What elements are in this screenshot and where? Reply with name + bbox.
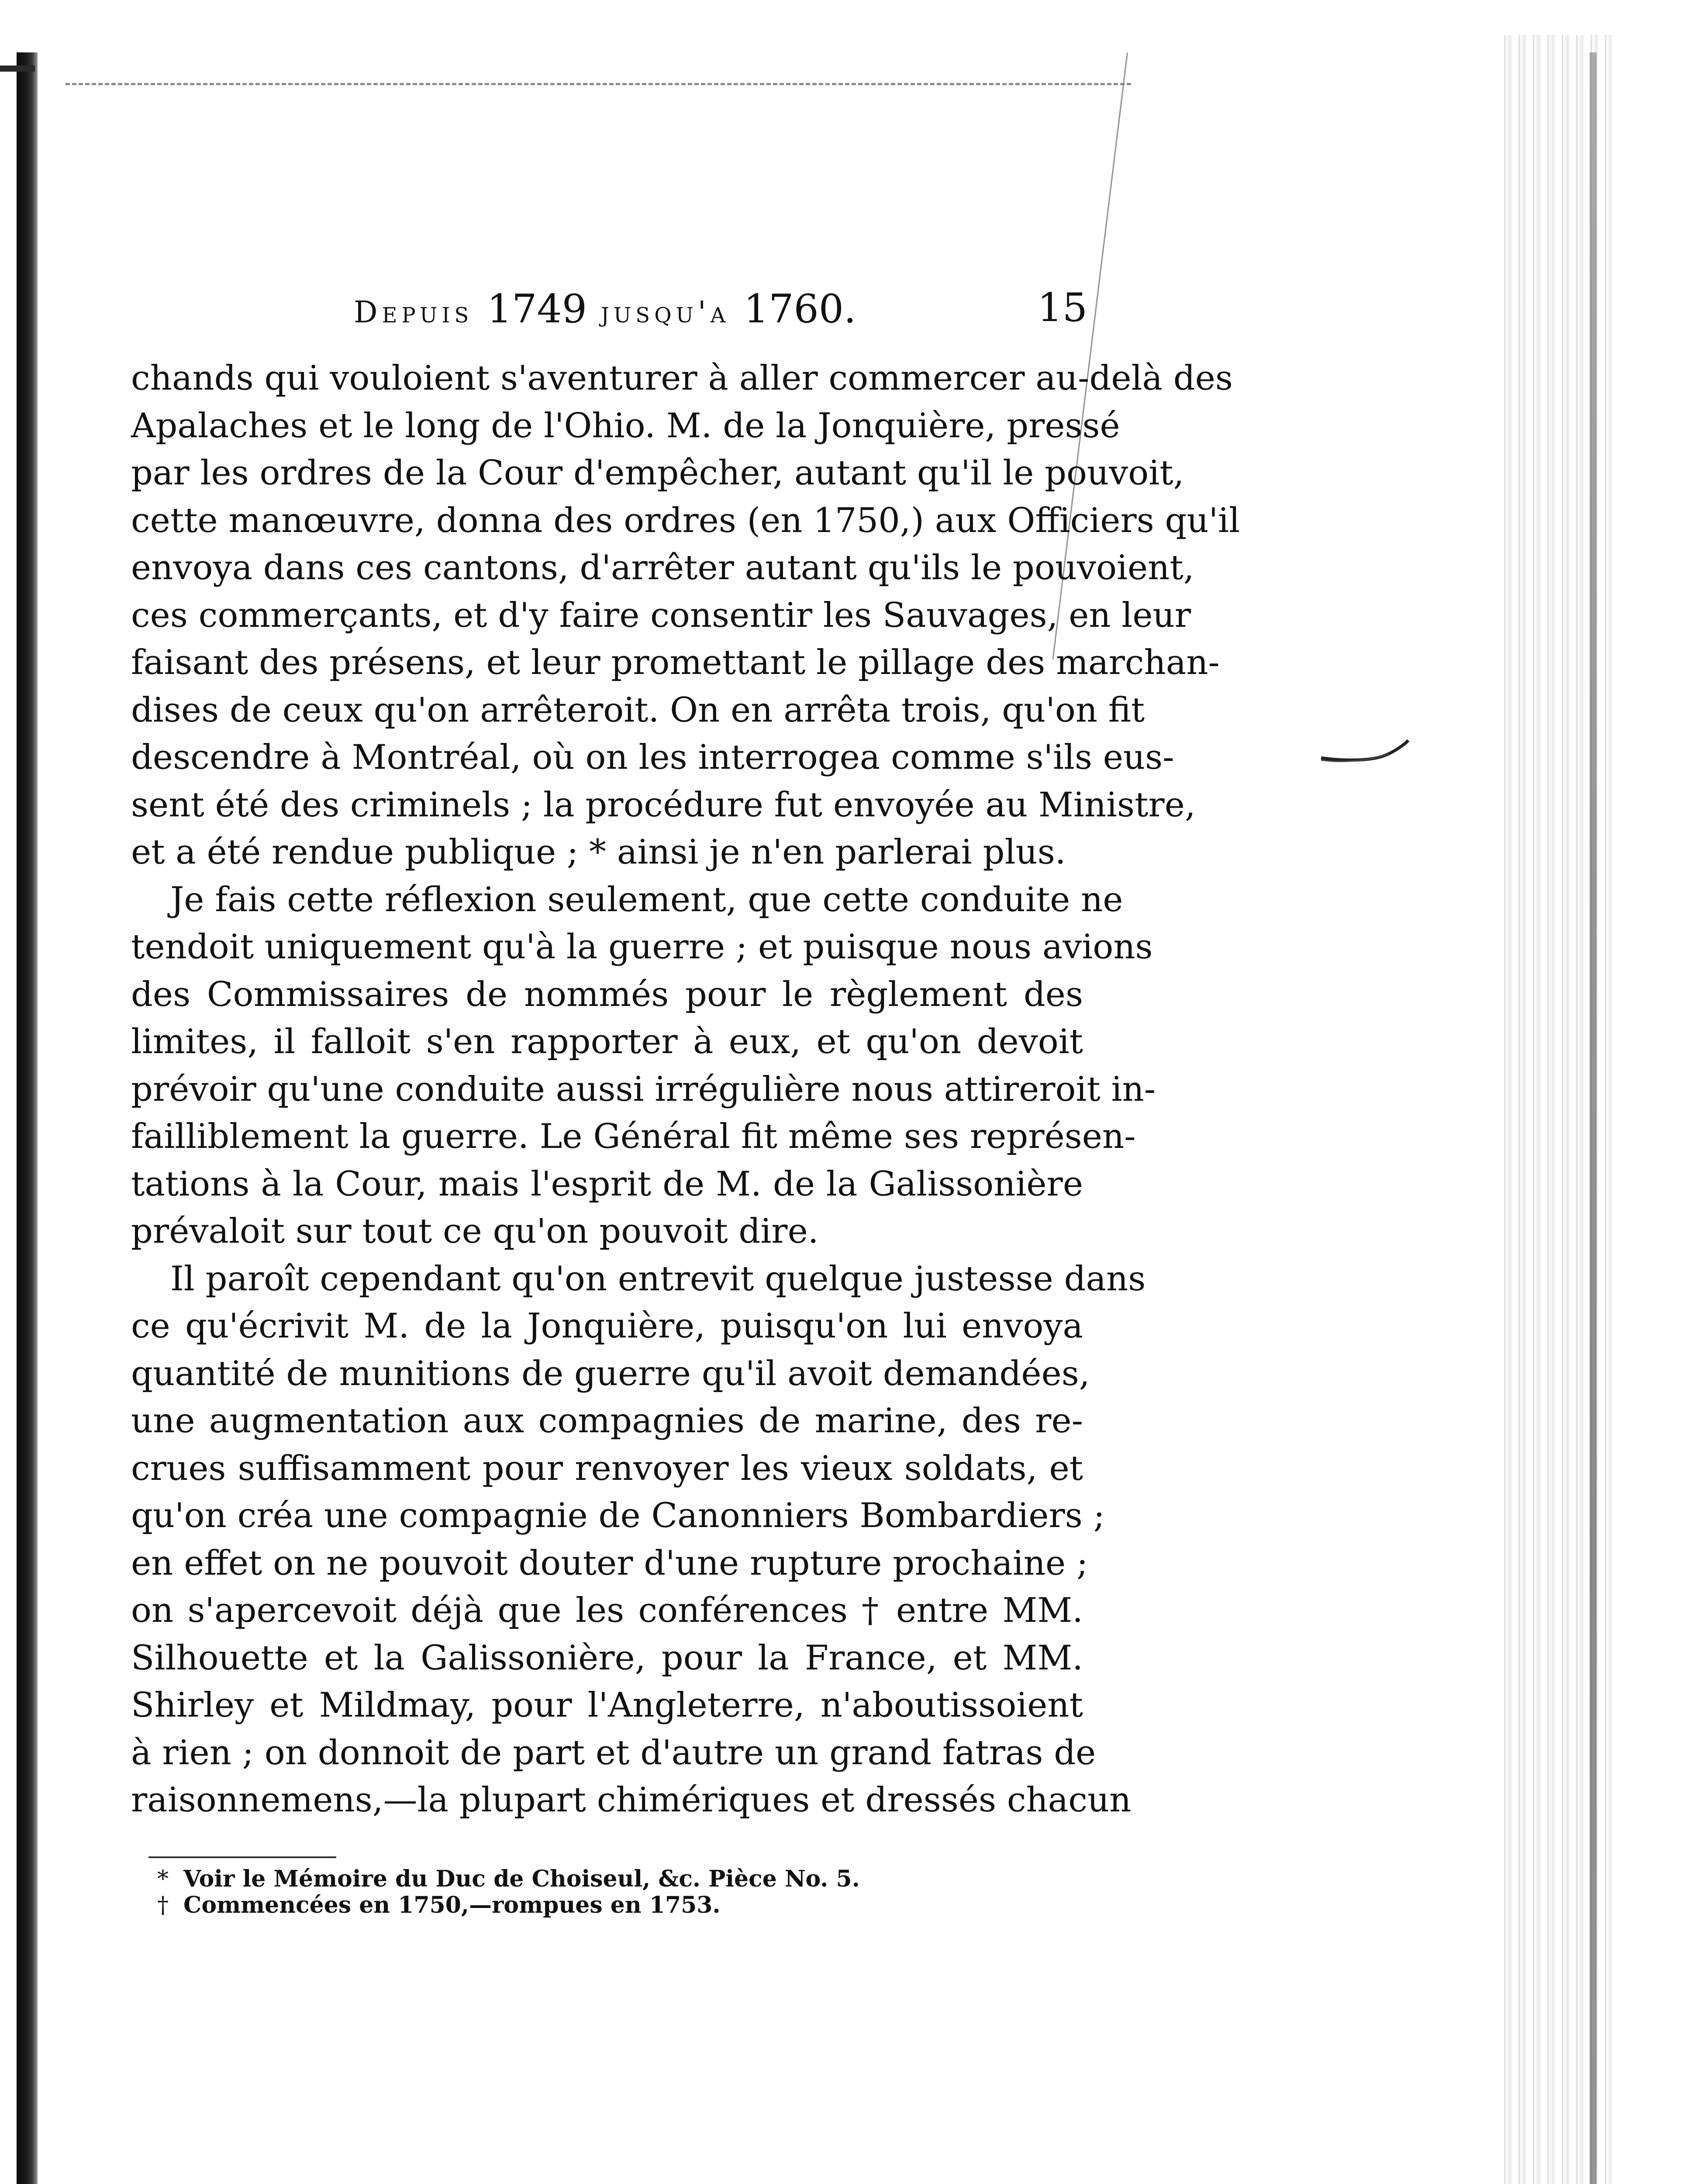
text-line: ces commerçants, et d'y faire consentir les Sauvages, en leur: [131, 595, 1191, 635]
text-line: et a été rendue publique ; * ainsi je n'en parlerai plus.: [131, 833, 1066, 872]
text-line: on s'apercevoit déjà que les conférences † entre MM.: [131, 1591, 1083, 1630]
text-line: chands qui vouloient s'aventurer à aller commercer au-delà des: [131, 359, 1233, 398]
text-line: prévoir qu'une conduite aussi irrégulière nous attireroit in-: [131, 1069, 1156, 1109]
scan-left-edge-shadow: [17, 52, 38, 2184]
text-line: envoya dans ces cantons, d'arrêter autant qu'ils le pouvoient,: [131, 548, 1194, 587]
text-line: limites, il falloit s'en rapporter à eux, et qu'on devoit: [131, 1022, 1083, 1061]
footnote-text: Commencées en 1750,—rompues en 1753.: [183, 1892, 721, 1918]
text-line: tendoit uniquement qu'à la guerre ; et puisque nous avions: [131, 927, 1153, 967]
text-line: sent été des criminels ; la procédure fut envoyée au Ministre,: [131, 785, 1196, 825]
footnote: [157, 1866, 860, 1892]
text-line: failliblement la guerre. Le Général fit même ses représen-: [131, 1117, 1136, 1156]
paragraph-first-line: Je fais cette réflexion seulement, que cette conduite ne: [170, 880, 1123, 919]
footnote: [157, 1892, 721, 1918]
scan-left-edge-mark: [0, 66, 35, 72]
body-text: [131, 355, 1240, 1849]
running-head: [354, 286, 1018, 334]
page-number: 15: [1037, 285, 1087, 331]
paragraph-first-line: Il paroît cependant qu'on entrevit quelque justesse dans: [170, 1259, 1146, 1299]
text-line: à rien ; on donnoit de part et d'autre un grand fatras de: [131, 1733, 1096, 1773]
text-line: ce qu'écrivit M. de la Jonquière, puisqu'on lui envoya: [131, 1306, 1083, 1346]
scan-top-border: [66, 83, 1131, 85]
text-line: prévaloit sur tout ce qu'on pouvoit dire.: [131, 1212, 819, 1251]
text-line: par les ordres de la Cour d'empêcher, autant qu'il le pouvoit,: [131, 453, 1184, 493]
footnotes: [131, 1856, 1092, 1926]
text-line: raisonnemens,—la plupart chimériques et dressés chacun: [131, 1780, 1132, 1820]
text-line: dises de ceux qu'on arrêteroit. On en arrêta trois, qu'on fit: [131, 690, 1145, 730]
text-line: Apalaches et le long de l'Ohio. M. de la Jonquière, pressé: [131, 406, 1120, 446]
text-line: des Commissaires de nommés pour le règlement des: [131, 975, 1083, 1014]
text-line: faisant des présens, et leur promettant le pillage des marchan-: [131, 643, 1220, 682]
running-head-year-start: 1749: [486, 286, 587, 332]
running-head-middle: jusqu'a: [600, 295, 730, 330]
text-line: crues suffisamment pour renvoyer les vieux soldats, et: [131, 1448, 1083, 1488]
text-line: Silhouette et la Galissonière, pour la France, et MM.: [131, 1638, 1083, 1678]
text-line: Shirley et Mildmay, pour l'Angleterre, n'aboutissoient: [131, 1686, 1083, 1725]
footnote-mark: *: [157, 1866, 169, 1892]
text-line: descendre à Montréal, où on les interrogea comme s'ils eus-: [131, 738, 1174, 777]
footnote-rule: [148, 1856, 336, 1858]
text-line: qu'on créa une compagnie de Canonniers Bombardiers ;: [131, 1496, 1105, 1535]
footnote-text: Voir le Mémoire du Duc de Choiseul, &c. Pièce No. 5.: [183, 1866, 860, 1892]
pen-stroke-mark: [1319, 738, 1411, 764]
text-line: une augmentation aux compagnies de marine, des re-: [131, 1401, 1083, 1441]
text-line: en effet on ne pouvoit douter d'une rupture prochaine ;: [131, 1543, 1088, 1583]
scan-right-edge-shadow: [1590, 52, 1597, 2184]
running-head-year-end: 1760.: [743, 286, 856, 332]
running-head-prefix: Depuis: [354, 295, 473, 330]
text-line: cette manœuvre, donna des ordres (en 1750,) aux Officiers qu'il: [131, 501, 1240, 540]
footnote-mark: †: [157, 1892, 169, 1918]
text-line: tations à la Cour, mais l'esprit de M. de la Galissonière: [131, 1164, 1083, 1204]
text-line: quantité de munitions de guerre qu'il avoit demandées,: [131, 1354, 1090, 1393]
